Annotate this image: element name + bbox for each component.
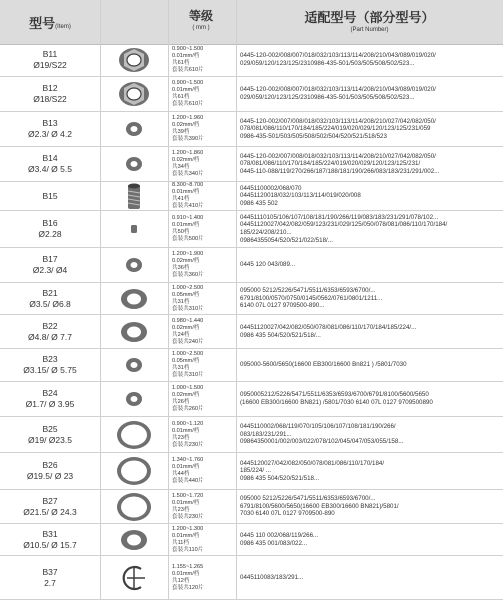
small-ring-icon bbox=[100, 349, 168, 381]
large-ring-icon bbox=[100, 417, 168, 452]
grade-line: 0.02mm/档 bbox=[172, 324, 200, 331]
hex-washer-icon bbox=[100, 44, 168, 76]
grade-line: 套装共310片 bbox=[172, 372, 204, 378]
hex-washer-icon bbox=[100, 77, 168, 111]
part-number-cell bbox=[240, 490, 502, 523]
table-row bbox=[0, 382, 503, 417]
part-number-line: 6140 07L 0127 9709500-890... bbox=[240, 302, 325, 310]
item-code-cell bbox=[0, 524, 100, 555]
grade-line: 1.200~1.300 bbox=[172, 525, 204, 532]
part-number-line: 6791/8100/5600/5650(16600 EB300/16600 BN821)/5801/ bbox=[240, 502, 399, 510]
item-code-cell bbox=[0, 44, 100, 76]
part-number-line: 04451120018/032/103/113/114/019/020/008 bbox=[240, 192, 361, 200]
grade-cell bbox=[172, 490, 236, 523]
grade-line: 0.01mm/档 bbox=[172, 87, 200, 93]
header-part-en: (Part Number) bbox=[350, 27, 389, 33]
table-header bbox=[0, 0, 503, 45]
part-number-line: 04451120027/042/082/059/123/231/029/125/050/078/081/086/110/170/184/ bbox=[240, 221, 448, 229]
part-number-cell bbox=[240, 248, 502, 282]
item-code: B14 bbox=[42, 153, 58, 163]
grade-line: 共61档 bbox=[172, 94, 190, 100]
grade-line: 0.05mm/档 bbox=[172, 358, 200, 364]
part-number-cell bbox=[240, 77, 502, 111]
grade-line: 共61档 bbox=[172, 60, 190, 66]
part-number-line: 029/059/120/123/125/2310986-435-501/503/505/508/502/523... bbox=[240, 94, 415, 101]
item-code-cell bbox=[0, 490, 100, 523]
grade-cell bbox=[172, 453, 236, 489]
grade-line: 0.01mm/档 bbox=[172, 532, 200, 539]
part-number-line: 0986-435-501/503/505/508/502/504/520/521/518/523 bbox=[240, 132, 387, 140]
flat-ring-icon bbox=[100, 315, 168, 348]
item-code-cell bbox=[0, 77, 100, 111]
item-code: B27 bbox=[42, 495, 58, 506]
grade-line: 共39档 bbox=[172, 129, 190, 135]
part-number-line: 7030 6140 07L 0127 9709500-890 bbox=[240, 510, 335, 518]
table-row bbox=[0, 524, 503, 556]
item-code-cell bbox=[0, 283, 100, 314]
grade-line: 套装共440片 bbox=[172, 478, 204, 484]
grade-line: 共24档 bbox=[172, 331, 190, 338]
part-number-line: 04451110105/106/107/108/181/190/266/119/083/183/231/291/078/102... bbox=[240, 213, 439, 221]
item-size: 2.7 bbox=[44, 577, 56, 588]
grade-line: 共44档 bbox=[172, 471, 190, 477]
part-number-cell bbox=[240, 556, 502, 599]
header-grade bbox=[168, 0, 234, 44]
item-code-cell bbox=[0, 382, 100, 416]
grade-line: 0.02mm/档 bbox=[172, 122, 200, 128]
grade-line: 共23档 bbox=[172, 434, 190, 441]
grade-line: 0.02mm/档 bbox=[172, 258, 200, 264]
grade-line: 0.01mm/档 bbox=[172, 189, 200, 195]
grade-line: 套装共240片 bbox=[172, 338, 204, 345]
part-number-line: 09864355054/520/521/022/518/... bbox=[240, 236, 333, 244]
item-size: Ø2.28 bbox=[38, 229, 62, 239]
part-number-line: 0445 110 002/068/119/266... bbox=[240, 531, 319, 539]
item-code: B11 bbox=[42, 49, 58, 59]
grade-line: 1.200~1.960 bbox=[172, 115, 204, 121]
part-number-line: 0445-120-002/008/007/018/032/103/113/114/208/210/043/089/019/020/ bbox=[240, 52, 436, 60]
flat-ring-icon bbox=[100, 524, 168, 555]
table-row bbox=[0, 112, 503, 147]
grade-cell bbox=[172, 248, 236, 282]
grade-line: 1.200~1.860 bbox=[172, 150, 204, 156]
grade-line: 套装共310片 bbox=[172, 305, 204, 312]
item-code: B23 bbox=[42, 354, 58, 364]
item-size: Ø19.5/ Ø 23 bbox=[26, 471, 74, 481]
table-row bbox=[0, 315, 503, 349]
item-code-cell bbox=[0, 417, 100, 452]
part-number-line: 0986 435 504/520/521/518/... bbox=[240, 331, 321, 339]
table-row bbox=[0, 556, 503, 600]
grade-line: 套装共260片 bbox=[172, 406, 204, 412]
item-code-cell bbox=[0, 112, 100, 146]
item-code: B13 bbox=[42, 118, 58, 128]
small-ring-icon bbox=[100, 248, 168, 282]
table-row bbox=[0, 453, 503, 490]
grade-line: 0.01mm/档 bbox=[172, 53, 200, 59]
table-row bbox=[0, 248, 503, 283]
grade-cell bbox=[172, 524, 236, 555]
part-number-line: 04451120027/042/082/050/078/081/086/110/170/184/185/224/... bbox=[240, 323, 417, 331]
grade-line: 0.900~1.500 bbox=[172, 46, 204, 52]
part-number-cell bbox=[240, 112, 502, 146]
part-number-line: 078/081/086/110/170/184/185/224/019/020/029/120/123/125/231/ bbox=[240, 160, 421, 168]
grade-line: 套装共610片 bbox=[172, 101, 204, 107]
part-number-cell bbox=[240, 382, 502, 416]
table-row bbox=[0, 182, 503, 211]
item-size: Ø2.3/ Ø 4.2 bbox=[28, 129, 72, 139]
grade-cell bbox=[172, 283, 236, 314]
grade-line: 0.01mm/档 bbox=[172, 222, 200, 228]
grade-line: 1.500~1.720 bbox=[172, 492, 204, 499]
part-number-cell bbox=[240, 147, 502, 181]
part-number-line: 0445-120-002/008/007/018/032/103/113/114/208/210/043/089/019/020/ bbox=[240, 86, 436, 94]
part-number-line: 0986 435 502 bbox=[240, 199, 278, 207]
small-ring-icon bbox=[100, 112, 168, 146]
header-item-zh: 型号 bbox=[29, 17, 56, 32]
grade-line: 0.02mm/档 bbox=[172, 392, 200, 398]
item-code-cell bbox=[0, 147, 100, 181]
grade-line: 共36档 bbox=[172, 265, 190, 271]
grade-line: 0.02mm/档 bbox=[172, 157, 200, 163]
grade-line: 套装共360片 bbox=[172, 272, 204, 278]
part-number-line: 078/081/086/110/170/184/185/224/019/020/029/120/123/125/231/059 bbox=[240, 125, 431, 133]
large-ring-icon bbox=[100, 453, 168, 489]
item-size: Ø2.3/ Ø4 bbox=[32, 265, 68, 275]
part-number-cell bbox=[240, 283, 502, 314]
item-code-cell bbox=[0, 211, 100, 247]
part-number-line: 0445110083/183/291... bbox=[240, 573, 304, 581]
part-number-cell bbox=[240, 524, 502, 555]
item-code: B21 bbox=[42, 287, 58, 298]
clip-ring-icon bbox=[100, 556, 168, 599]
item-size: Ø1.7/ Ø 3.95 bbox=[25, 399, 75, 409]
item-size: Ø10.5/ Ø 15.7 bbox=[23, 539, 77, 550]
item-code: B17 bbox=[42, 254, 58, 264]
part-number-cell bbox=[240, 349, 502, 381]
part-number-line: 0445-110-088/119/270/266/187/188/181/190/266/083/183/231/291/002... bbox=[240, 167, 440, 175]
part-number-line: 6791/8100/0570/0750/0145/0562/0761/0801/1211... bbox=[240, 294, 383, 302]
part-number-line: 0986 435 504/520/521/518... bbox=[240, 474, 320, 482]
table-row bbox=[0, 44, 503, 77]
part-number-line: 095000 5212/5226/5471/5511/6353/6593/6700/... bbox=[240, 495, 376, 503]
grade-cell bbox=[172, 556, 236, 599]
header-item-en: (Item) bbox=[55, 24, 71, 30]
grade-cell bbox=[172, 349, 236, 381]
part-number-line: 09864350001/002/003/022/078/102/045/047/053/055/158... bbox=[240, 438, 404, 446]
header-grade-zh: 等级 bbox=[188, 9, 213, 23]
item-code: B12 bbox=[42, 83, 58, 93]
item-code: B22 bbox=[42, 320, 58, 331]
grade-line: 1.200~1.900 bbox=[172, 251, 204, 257]
grade-line: 1.000~1.500 bbox=[172, 385, 204, 391]
part-number-line: 0950005212/5226/5471/5511/6353/6593/6700/6791/8100/5600/5650 bbox=[240, 391, 429, 399]
grade-line: 共31档 bbox=[172, 298, 190, 305]
grade-line: 共50档 bbox=[172, 229, 190, 235]
grade-line: 0.910~1.400 bbox=[172, 215, 204, 221]
part-number-line: (16600 EB300/16600 BN821) /5801/7030 6140 07L 0127 9709500890 bbox=[240, 399, 433, 406]
table-row bbox=[0, 147, 503, 182]
grade-line: 1.000~2.500 bbox=[172, 284, 204, 291]
item-code-cell bbox=[0, 248, 100, 282]
part-number-line: 04451100002/068/070 bbox=[240, 184, 302, 192]
item-code: B24 bbox=[42, 388, 58, 398]
table-row bbox=[0, 77, 503, 112]
part-number-line: 0986 435 001/083/022... bbox=[240, 539, 308, 547]
grade-line: 共26档 bbox=[172, 399, 190, 405]
item-code-cell bbox=[0, 182, 100, 210]
grade-line: 0.01mm/档 bbox=[172, 464, 200, 470]
grade-cell bbox=[172, 211, 236, 247]
item-code: B26 bbox=[42, 460, 58, 470]
part-number-line: 0445 120 043/089... bbox=[240, 261, 296, 269]
item-size: Ø4.8/ Ø 7.7 bbox=[28, 331, 72, 342]
grade-line: 0.980~1.440 bbox=[172, 317, 204, 324]
item-size: Ø3.15/ Ø 5.75 bbox=[23, 365, 77, 375]
part-number-line: 083/183/231/291... bbox=[240, 430, 292, 438]
small-ring-icon bbox=[100, 147, 168, 181]
grade-line: 套装共110片 bbox=[172, 546, 204, 553]
item-code: B37 bbox=[42, 566, 58, 577]
item-code: B31 bbox=[42, 528, 58, 539]
item-size: Ø19/ Ø23.5 bbox=[28, 434, 72, 445]
grade-line: 套装共390片 bbox=[172, 136, 204, 142]
item-code: B16 bbox=[42, 218, 58, 228]
table-row bbox=[0, 490, 503, 524]
header-item bbox=[0, 0, 100, 44]
item-size: Ø18/S22 bbox=[33, 94, 67, 104]
grade-line: 套装共230片 bbox=[172, 441, 204, 448]
tiny-pin-icon bbox=[100, 211, 168, 247]
part-number-cell bbox=[240, 315, 502, 348]
grade-line: 1.000~2.500 bbox=[172, 351, 204, 357]
header-grade-unit: ( mm ) bbox=[192, 25, 210, 31]
item-size: Ø3.5/ Ø6.8 bbox=[29, 298, 71, 309]
grade-line: 套装共610片 bbox=[172, 67, 204, 73]
large-ring-icon bbox=[100, 490, 168, 523]
item-code-cell bbox=[0, 349, 100, 381]
part-number-cell bbox=[240, 211, 502, 247]
grade-line: 8.300~8.700 bbox=[172, 182, 204, 188]
part-number-line: 029/059/120/123/125/2310986-435-501/503/505/508/502/523... bbox=[240, 60, 415, 67]
grade-line: 共34档 bbox=[172, 164, 190, 170]
part-number-line: 0445120027/042/082/050/078/081/086/110/170/184/ bbox=[240, 459, 385, 467]
grade-line: 共23档 bbox=[172, 506, 190, 513]
part-number-line: 185/224/ ... bbox=[240, 467, 271, 475]
part-number-cell bbox=[240, 182, 502, 210]
item-code-cell bbox=[0, 556, 100, 599]
flat-ring-icon bbox=[100, 283, 168, 314]
grade-line: 0.01mm/档 bbox=[172, 499, 200, 506]
grade-cell bbox=[172, 315, 236, 348]
grade-line: 1.340~1.760 bbox=[172, 457, 204, 463]
grade-line: 0.05mm/档 bbox=[172, 291, 200, 298]
grade-cell bbox=[172, 182, 236, 210]
part-number-cell bbox=[240, 44, 502, 76]
item-code: B25 bbox=[42, 423, 58, 434]
grade-line: 套装共230片 bbox=[172, 513, 204, 520]
grade-line: 0.900~1.500 bbox=[172, 80, 204, 86]
part-number-line: 095000 5212/5226/5471/5511/6353/6593/6700/... bbox=[240, 287, 376, 295]
grade-line: 套装共410片 bbox=[172, 203, 204, 209]
grade-cell bbox=[172, 382, 236, 416]
grade-line: 套装共120片 bbox=[172, 584, 204, 591]
table-row bbox=[0, 211, 503, 248]
grade-line: 套装共340片 bbox=[172, 171, 204, 177]
threaded-sleeve-icon bbox=[100, 182, 168, 210]
part-number-cell bbox=[240, 453, 502, 489]
header-part bbox=[236, 0, 503, 44]
grade-line: 1.155~1.265 bbox=[172, 563, 204, 570]
grade-cell bbox=[172, 44, 236, 76]
item-code-cell bbox=[0, 315, 100, 348]
grade-cell bbox=[172, 417, 236, 452]
grade-cell bbox=[172, 112, 236, 146]
item-code-cell bbox=[0, 453, 100, 489]
part-number-line: 185/224/208/210... bbox=[240, 229, 292, 236]
grade-line: 套装共500片 bbox=[172, 236, 204, 242]
grade-line: 共41档 bbox=[172, 196, 190, 202]
part-number-cell bbox=[240, 417, 502, 452]
grade-line: 0.01mm/档 bbox=[172, 427, 200, 434]
grade-cell bbox=[172, 147, 236, 181]
item-size: Ø21.5/ Ø 24.3 bbox=[23, 506, 77, 517]
grade-line: 共12档 bbox=[172, 577, 190, 584]
part-number-line: 0445-120-002/007/008/018/032/103/113/114/208/210/027/042/082/050/ bbox=[240, 152, 436, 160]
small-ring-icon bbox=[100, 382, 168, 416]
part-number-line: 0445-120-002/007/008/018/032/103/113/114/208/210/027/042/082/050/ bbox=[240, 117, 436, 125]
item-code: B15 bbox=[42, 190, 58, 201]
grade-cell bbox=[172, 77, 236, 111]
table-row bbox=[0, 283, 503, 315]
table-row bbox=[0, 417, 503, 453]
item-size: Ø3.4/ Ø 5.5 bbox=[28, 164, 72, 174]
grade-line: 0.900~1.120 bbox=[172, 420, 204, 427]
grade-line: 共31档 bbox=[172, 365, 190, 371]
part-number-line: 095000-5600/5650(16600 EB300/16600 Bn821 ) /5801/7030 bbox=[240, 361, 407, 369]
item-size: Ø19/S22 bbox=[33, 60, 67, 70]
table-row bbox=[0, 349, 503, 382]
header-part-zh: 适配型号（部分型号） bbox=[304, 11, 435, 26]
grade-line: 共11档 bbox=[172, 539, 189, 546]
grade-line: 0.01mm/档 bbox=[172, 570, 200, 577]
part-number-line: 0445110002/068/119/070/105/106/107/108/181/190/266/ bbox=[240, 423, 396, 431]
